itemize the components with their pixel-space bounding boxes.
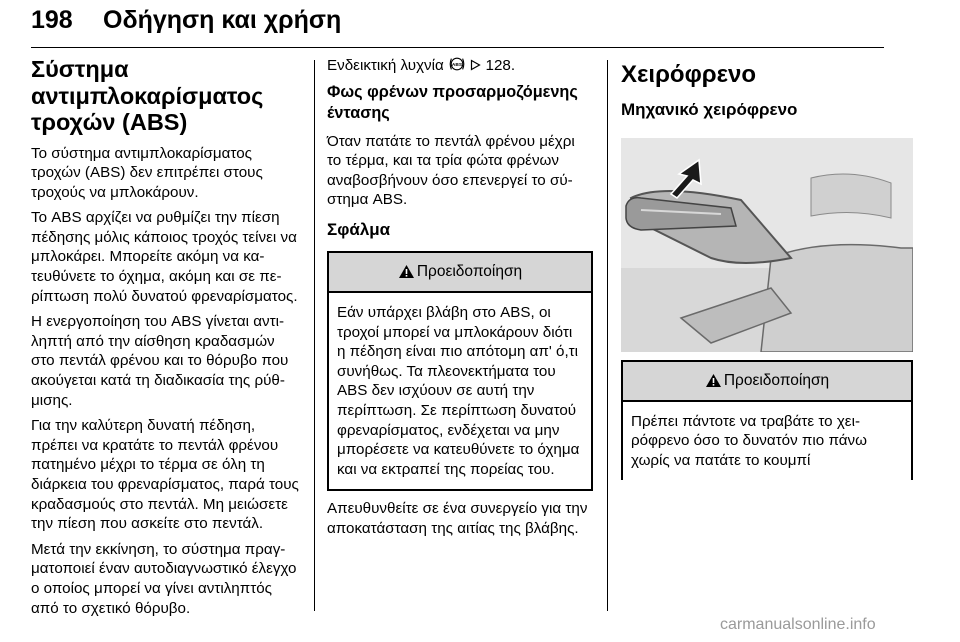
paragraph: Μετά την εκκίνηση, το σύστημα πραγματοποιεί έναν αυτοδιαγνωστικό έλεγχο ο οποίος μπορεί να γίνει αντιληπτός από το σχετικό θόρυβο. (31, 540, 297, 617)
abs-warning-lamp-icon (448, 56, 466, 72)
page-reference-arrow-icon (470, 59, 481, 71)
cross-reference (327, 56, 593, 76)
column-divider (314, 60, 315, 611)
paragraph: Απευθυνθείτε σε ένα συνεργείο για την αποκατάσταση της αιτίας της βλάβης. (327, 500, 588, 537)
paragraph: Το σύστημα αντιμπλοκαρίσματος τροχών (ABS) δεν επιτρέπει στους τροχούς να μπλοκάρουν. (31, 144, 263, 201)
warning-box (621, 360, 913, 481)
section-heading-fault: Σφάλμα (327, 219, 391, 239)
chapter-title: Οδήγηση και χρήση (103, 6, 342, 34)
warning-text: Πρέπει πάντοτε να τραβάτε το χειρόφρενο όσο το δυνατόν πιο πάνω χωρίς να πατάτε το κουμπί (631, 412, 867, 469)
warning-box (327, 251, 593, 491)
warning-triangle-icon (398, 264, 415, 279)
handbrake-illustration (621, 138, 913, 352)
subsection-title-mechanical-handbrake: Μηχανικό χειρόφρενο (621, 99, 798, 119)
column-handbrake (621, 62, 913, 488)
paragraph: Για την καλύτερη δυνατή πέδηση, πρέπει να κρατάτε το πεντάλ φρένου πατημένο μέχρι το τέρμα σε όλη τη διάρκεια του φρεναρίσματος, παρά τους κραδασμούς στο πεντάλ. Μη μειώσετε την πίεση που ασκείτε στο πεντάλ. (31, 417, 299, 533)
watermark: carmanualsonline.info (720, 616, 876, 633)
paragraph: Η ενεργοποίηση του ABS γίνεται αντιληπτή από την αίσθηση κραδασμών στο πεντάλ φρένου και το θόρυβο που ακούγεται κατά τη διαδικασία της ρύθμισης. (31, 313, 289, 409)
paragraph: Το ABS αρχίζει να ρυθμίζει την πίεση πέδησης μόλις κάποιος τροχός τείνει να μπλοκάρει. Μπορείτε ακόμη να κατευθύνετε το όχημα, ακόμη και σε περίπτωση πολύ δυνατού φρεναρίσματος. (31, 209, 298, 305)
column-divider (607, 60, 608, 611)
page-number: 198 (31, 6, 73, 34)
column-abs (31, 56, 301, 624)
header-divider (31, 47, 884, 48)
reference-text: Ενδεικτική λυχνία (327, 57, 444, 74)
section-title-handbrake: Χειρόφρενο (621, 61, 756, 88)
handbrake-lever-image (621, 138, 913, 352)
reference-page: 128. (485, 57, 516, 74)
warning-text: Εάν υπάρχει βλάβη στο ABS, οι τροχοί μπορεί να μπλοκάρουν διότι η πέδηση είναι πιο απότομη απ' ό,τι συνήθως. Τα πλεονεκτήματα του ABS δεν ισχύουν σε αυτή την περίπτωση. Σε περίπτωση δυνατού φρεναρίσματος, ενδέχεται να μην μπορέσετε να κατευθύνετε το όχημα και να εκτραπεί της πορείας του. (337, 303, 580, 478)
page-header (31, 6, 931, 46)
section-heading-adaptive-brake-lights: Φως φρένων προσαρμοζόμενης έντασης (327, 82, 578, 122)
warning-title: Προειδοποίηση (416, 262, 523, 280)
warning-triangle-icon (705, 373, 722, 388)
warning-header (329, 253, 591, 293)
column-brake-lights (327, 56, 593, 545)
warning-header (623, 362, 911, 402)
warning-title: Προειδοποίηση (723, 371, 830, 389)
section-title-abs: Σύστημα αντιμπλοκαρίσματος τροχών (ABS) (31, 56, 264, 135)
paragraph: Όταν πατάτε το πεντάλ φρένου μέχρι το τέρμα, και τα τρία φώτα φρένων αναβοσβήνουν όσο επενεργεί το σύστημα ABS. (327, 132, 575, 209)
abs-icon-label: ABS (451, 63, 463, 68)
